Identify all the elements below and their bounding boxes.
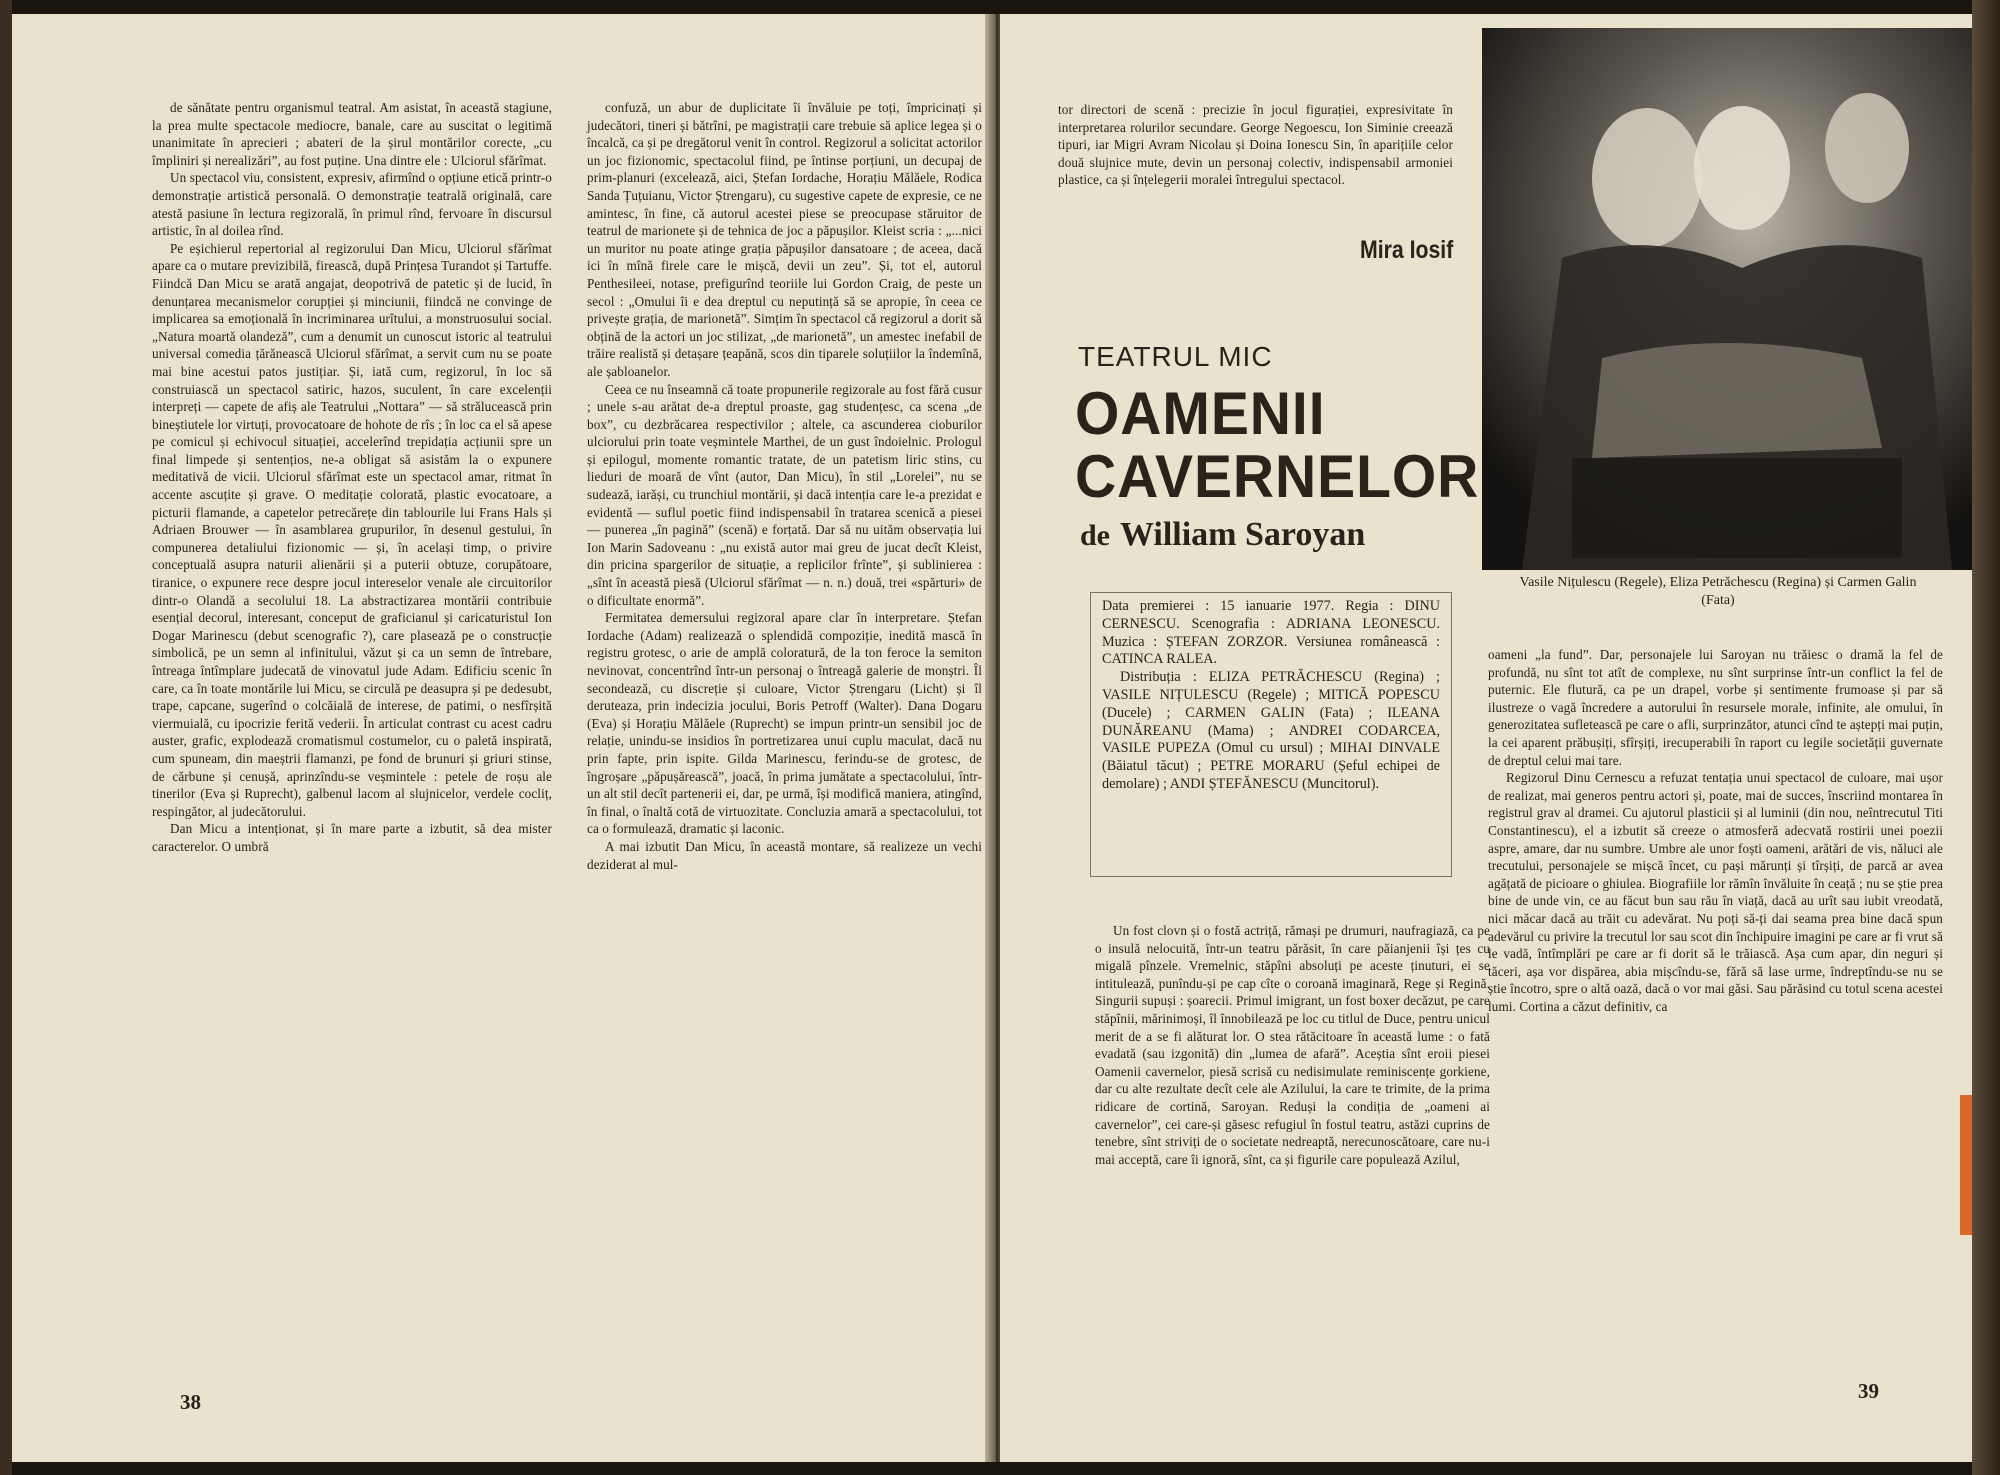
photo-caption: Vasile Nițulescu (Regele), Eliza Petrăchescu (Regina) și Carmen Galin (Fata) bbox=[1519, 575, 1917, 608]
cast-list: Distribuția : ELIZA PETRĂCHESCU (Regina) ; VASILE NIȚULESCU (Regele) ; MITICĂ POPESCU (Ducele) ; CARMEN GALIN (Fata) ; ILEANA DUNĂREANU (Mama) ; ANDREI CODARCEA, VASILE PUPEZA (Omul cu ursul) ; MIHAI DINVALE (Băiatul tăcut) ; PETRE MORARU (Șeful echipei de demolare) ; ANDI ȘTEFĂNESCU (Muncitorul). bbox=[1102, 669, 1440, 792]
credits-box bbox=[1090, 592, 1452, 877]
right-column-2 bbox=[1488, 646, 1943, 1015]
paragraph: tor directori de scenă : precizie în jocul figurației, expresivitate în interpretarea rolurilor secundare. George Negoescu, Ion Siminie creează tipuri, iar Migri Avram Nicolau și Doina Ionescu Sin, în aparițiile celor două slujnice mute, devin un personaj colectiv, indispensabil armoniei plastice, ca și înțelegerii moralei întregului spectacol. bbox=[1058, 102, 1453, 188]
play-title-line-2: CAVERNELOR bbox=[1075, 443, 1480, 510]
page-number-left: 38 bbox=[180, 1390, 201, 1414]
book-edge-left bbox=[0, 0, 12, 1475]
byline-prefix: de bbox=[1080, 519, 1110, 552]
theatre-name: TEATRUL MIC bbox=[1078, 341, 1273, 372]
paragraph: confuză, un abur de duplicitate îi învăluie pe toți, împricinați și judecători, tineri și bătrîni, pe magistrații care trebuie să aplice legea și o încalcă, ca și pe dregătorul venit în control. Regizorul a solicitat actorilor un joc fizionomic, spectacolul fiind, pe întinse porțiuni, un decupaj de prim-planuri (excelează, aici, Ștefan Iordache, Horațiu Mălăele, Rodica Sanda Țuțuianu, Victor Ștrengaru), cu sugestive capete de expresie, ce ne amintesc, în fine, că autorul acestei piese se preocupase stăruitor de teatrul de marionete și de tehnica de joc a păpușilor. Kleist scria : „...nici un muritor nu poate atinge grația păpușilor dansatoare ; de aceea, dacă ici în mînă firele care le mișcă, devii un zeu”. Și, tot el, autorul Penthesileei, notase, prefigurînd teoriile lui Gordon Craig, de peste un secol : „Omului îi e dea dreptul cu neputință să se apropie, în ceea ce privește grația, de marionetă”. Simțim în spectacol că regizorul a dorit să obțină de la actori un joc stilizat, „de marionetă”, un amestec inefabil de trăire realistă și detașare țeapănă, scos din tiparele soluțiilor la îndemînă, ale șabloanelor. bbox=[587, 100, 982, 379]
page-edge-tab bbox=[1960, 1095, 1972, 1235]
byline bbox=[1080, 516, 1365, 554]
premiere-credits: Data premierei : 15 ianuarie 1977. Regia : DINU CERNESCU. Scenografia : ADRIANA LEONESCU. Muzica : ȘTEFAN ZORZOR. Versiunea românească : CATINCA RALEA. bbox=[1102, 598, 1440, 668]
paragraph: Regizorul Dinu Cernescu a refuzat tentația unui spectacol de culoare, mai ușor de realizat, mai generos pentru actori și, poate, mai de succes, înscriind montarea în registrul grav al dramei. Cu ajutorul plasticii și al luminii (din nou, neîntrecutul Titi Constantinescu), el a izbutit să creeze o atmosferă adecvată rostirii unei poezii aspre, amare, dar nu sumbre. Umbre ale unor foști oameni, arătări de vis, năluci ale trecutului, personajele se mișcă încet, cu pași mărunți și tîrșiți, de parcă ar avea agățată de picioare o ghiulea. Biografiile lor rămîn învăluite în ceață ; nu se știe prea bine de unde vin, ce au făcut bun sau rău în viață, dacă au urît sau iubit vreodată, nici măcar dacă au trăit cu adevărat. Nu poți să-ți dai seama prea bine dacă spun adevărul cu privire la trecutul lor sau scot din închipuire imagini pe care ar fi vrut să le vadă, întîmplări pe care ar fi dorit să le trăiască. Așa cum apar, din neguri și tăceri, așa vor dispărea, abia mișcîndu-se, fără să lase urme, îndreptîndu-se nu se știe încotro, spre o altă oază, dacă o vor mai găsi. Sau părăsind cu totul scena acestei lumi. Cortina a căzut definitiv, ca bbox=[1488, 770, 1943, 1014]
paragraph: Pe eșichierul repertorial al regizorului Dan Micu, Ulciorul sfărîmat apare ca o mutare previzibilă, firească, după Prințesa Turandot și Tartuffe. Fiindcă Dan Micu se arată angajat, deopotrivă de patetic și de lucid, în denunțarea mecanismelor corupției și minciunii, fiindcă ne convinge de implicarea sa emoțională în incriminarea urîtului, a monstruosului social. „Natura moartă olandeză”, cum a denumit un cunoscut istoric al teatrului universal comedia țărănească Ulciorul sfărîmat, a servit cum nu se poate mai bine acestui patos justițiar. Și, iată cum, regizorul, în loc să construiască un spectacol satiric, hazos, suculent, în care excelenții interpreți — capete de afiș ale Teatrului „Nottara” — să strălucească prin bineștiutele lor virtuți, provocatoare de hohote de rîs ; în loc ca el să apese pe comicul și echivocul situației, accelerînd trepidația acțiunii spre un final limpede și sentențios, ne-a obligat să asistăm la o expunere meditativă de vicii. Ulciorul sfărîmat este un spectacol amar, ritmat în accente ascuțite și grave. O meditație colorată, plastic evocatoare, a picturii flamande, a capetelor petrecărețe din tablourile lui Frans Hals și Adriaen Brouwer — în asamblarea grupurilor, în desenul gestului, în compunerea detaliului fizionomic — și, în același timp, o privire conceptuală asupra naturii alienării și a puterii obtuze, corupătoare, tiranice, o expunere rece despre jocul intereselor venale ale circuitorilor dintr-o Olandă a secolului 18. La abstractizarea montării contribuie esențial decorul, interesant, conceput de graficianul și caricaturistul Ion Dogar Marinescu (debut scenografic ?), care plasează pe o construcție simbolică, pe un semn al infinitului, văzut și ca un semn de întrebare, întreaga întîmplare judecată de vinovatul jude Adam. Edificiu scenic în care, ca în toate montările lui Micu, se circulă pe deasupra și pe dedesubt, trape, capcane, sugerînd o colcăială de interese, de patimi, o nesfîrșită viermuială, cu ipocrizie ferită vederii. În articulat contrast cu acest cadru auster, grafic, explodează cromatismul costumelor, cu o paletă inspirată, cum spuneam, din maeștrii flamanzi, pe fond de brunuri și griuri stinse, de cărbune și cenușă, aprinzîndu-se veșmintele : petele de roșu ale tinerilor (Eva și Ruprecht), galbenul lacom al slujnicelor, verdele cocliț, respingător, al judecătorului. bbox=[152, 240, 552, 819]
paragraph: Ceea ce nu înseamnă că toate propunerile regizorale au fost fără cusur ; unele s-au arătat de-a dreptul proaste, gag studențesc, ca scena „de box”, cu dezbrăcarea respectivilor ; altele, ca ascunderea cioburilor ulciorului prin toate veșmintele Marthei, de un gust îndoielnic. Prologul și epilogul, momente romantic tratate, de un patetism liric stins, cu lieduri de moară de vînt (autor, Dan Micu), în stil „Lorelei”, nu se sudează, iarăși, cu trunchiul montării, și dacă intenția care le-a prezidat e evidentă — suflul poetic fiind indispensabil în tratarea scenică a piesei — punerea „în pagină” (scenă) e forțată. Dar să nu uităm observația lui Ion Marin Sadoveanu : „nu există autor mai greu de jucat decît Kleist, din pricina spargerilor de situație, a replicilor frînte”, și sublinierea : „sînt în această piesă (Ulciorul sfărîmat — n. n.) două, trei «spărturi» de o dificultate enormă”. bbox=[587, 381, 982, 608]
paragraph: Un fost clovn și o fostă actriță, rămași pe drumuri, naufragiază, ca pe o insulă nelocuită, într-un teatru părăsit, în care păianjenii își țes cu migală pînzele. Vremelnic, stăpîni absoluți pe aceste ținuturi, ei se intitulează, punîndu-și pe cap cîte o coroană imaginară, Rege și Regină. Singurii supuși : șoarecii. Primul imigrant, un fost boxer decăzut, pe care stăpînii, mărinimoși, îl înnobilează pe loc cu titlul de Duce, pentru unicul merit de a se fi alăturat lor. O stea rătăcitoare în această lume : o fată evadată (sau izgonită) din „lumea de afară”. Aceștia sînt eroii piesei Oamenii cavernelor, piesă scrisă cu nedisimulate reminiscențe gorkiene, dar cu alte rezultate decît cele ale Azilului, la care te trimite, de la prima ridicare de cortină, Saroyan. Reduși la condiția de „oameni ai cavernelor”, cei care-și găsesc refugiul în fostul teatru, astăzi cuprins de tenebre, sînt striviți de o societate nedreaptă, nerecunoscătoare, care nu-i mai acceptă, care îi ignoră, sînt, ca și figurile care populează Azilul, bbox=[1095, 923, 1490, 1167]
paragraph: Dan Micu a intenționat, și în mare parte a izbutit, să dea mister caracterelor. O umbră bbox=[152, 821, 552, 854]
paragraph: A mai izbutit Dan Micu, în această montare, să realizeze un vechi deziderat al mul- bbox=[587, 838, 982, 872]
right-column-1 bbox=[1058, 101, 1453, 189]
book-edge-right bbox=[1972, 0, 2000, 1475]
page-number-right: 39 bbox=[1858, 1379, 1879, 1403]
left-column-1 bbox=[152, 99, 552, 856]
paragraph: oameni „la fund”. Dar, personajele lui Saroyan nu trăiesc o dramă la fel de profundă, nu sînt tot atît de complexe, nu sînt surprinse într-un conflict la fel de puternic. Ele flutură, ca pe un drapel, vorbe și sentimente frumoase și par să ilustreze o vagă încredere a autorului în resursele morale, infinite, ale omului, în generozitatea sufletească pe care o afli, surprinzător, atunci cînd te aștepți mai puțin, la cei aparent prăbușiți, sfîrșiți, irecuperabili în raport cu legile societății guvernate de dreptul celui mai tare. bbox=[1488, 647, 1943, 768]
production-photo bbox=[1482, 28, 1972, 570]
right-page bbox=[1000, 14, 1972, 1462]
paragraph: de sănătate pentru organismul teatral. Am asistat, în această stagiune, la prea multe spectacole mediocre, banale, care au suscitat o legitimă unanimitate în aprecieri ; abateri de la șirul montărilor corecte, „cu împliniri și nerealizări”, au fost puține. Una dintre ele : Ulciorul sfărîmat. bbox=[152, 100, 552, 168]
left-column-2 bbox=[587, 99, 982, 873]
playwright-name: William Saroyan bbox=[1120, 516, 1366, 553]
article-author: Mira Iosif bbox=[1360, 236, 1454, 264]
paragraph: Fermitatea demersului regizoral apare clar în interpretare. Ștefan Iordache (Adam) realizează o splendidă compoziție, inedită mască în registru grotesc, o arie de amplă coloratură, de la ton feroce la semiton nevinovat, concentrînd într-un personaj o întreagă galerie de monștri. Îl secondează, cu discreție și culoare, Victor Ștrengaru (Licht) și îl deruteaza, prin indecizia jocului, Boris Petroff (Walter). Dana Dogaru (Eva) și Horațiu Mălăele (Ruprecht) se impun printr-un sensibil joc de relație, unindu-se insidios în portretizarea unui cuplu maculat, dacă nu prin fapte, prin ispite. Gilda Marinescu, ferindu-se de grotesc, de îngroșare „păpușărească”, joacă, în prima jumătate a spectacolului, într-un alt stil decît partenerii ei, dar, pe urmă, își modifică maniera, atingînd, în final, o înaltă cotă de virtuozitate. Concluzia amară a spectacolului, tot ca o formulează, dramatic și laconic. bbox=[587, 610, 982, 837]
right-column-3 bbox=[1095, 922, 1490, 1168]
left-page bbox=[12, 14, 992, 1462]
paragraph: Un spectacol viu, consistent, expresiv, afirmînd o opțiune etică printr-o demonstrație artistică personală. O demonstrație teatrală originală, care atestă pasiune în lectura regizorală, în primul rînd, fervoare în discursul artistic, în al doilea rînd. bbox=[152, 170, 552, 239]
play-title-line-1: OAMENII bbox=[1075, 380, 1326, 447]
